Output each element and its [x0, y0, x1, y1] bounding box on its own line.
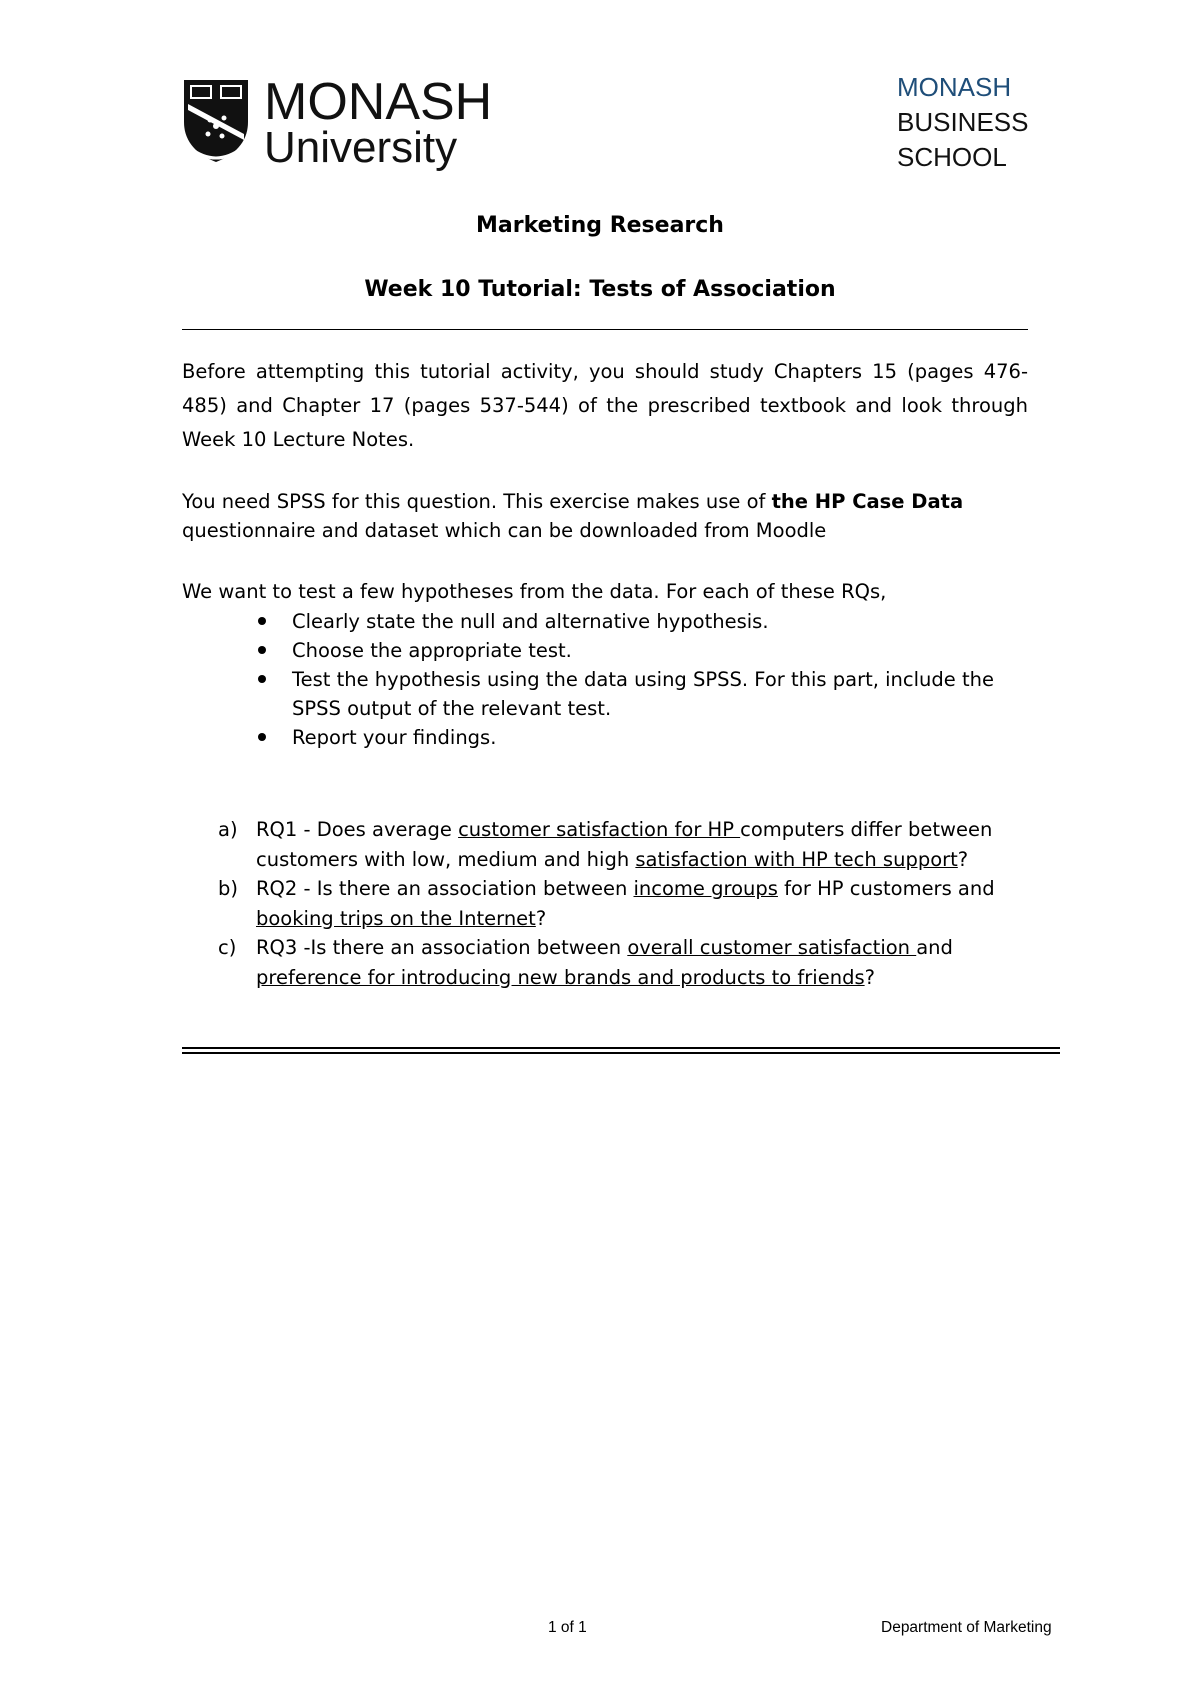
bullet-text: Choose the appropriate test.: [292, 639, 572, 662]
rq-text: ?: [864, 965, 875, 989]
spss-paragraph: [182, 487, 1028, 545]
rq-text: and: [916, 936, 953, 959]
rq-variable: satisfaction with HP tech support: [635, 847, 958, 871]
logo-monash-text: MONASH: [264, 73, 493, 131]
bullet-icon: [258, 617, 266, 625]
research-questions: [218, 815, 1018, 992]
rq-variable: preference for introducing new brands and products to friends: [256, 965, 865, 989]
research-question-b: [218, 874, 1018, 933]
title-divider: [182, 329, 1028, 330]
spss-text-before: You need SPSS for this question. This exercise makes use of: [182, 490, 772, 513]
department-name: Department of Marketing: [881, 1619, 1052, 1636]
rq-variable: booking trips on the Internet: [256, 906, 536, 930]
list-item: [258, 636, 1018, 665]
rq-text: computers differ between customers with low, medium and high: [256, 818, 993, 871]
rq-variable: income groups: [633, 877, 778, 900]
list-item: [258, 723, 1018, 752]
monash-university-logo: [182, 73, 493, 172]
rq-variable: customer satisfaction for HP: [458, 818, 741, 841]
monash-crest-icon: [182, 76, 250, 164]
instruction-list: [258, 607, 1018, 752]
bullet-text: Report your findings.: [292, 726, 497, 749]
rq-text: RQ1 - Does average: [256, 818, 459, 841]
school-line-business: BUSINESS: [897, 107, 1029, 137]
business-school-logo: [897, 70, 1029, 175]
tutorial-title: Week 10 Tutorial: Tests of Association: [364, 277, 836, 302]
intro-paragraph: Before attempting this tutorial activity, you should study Chapters 15 (pages 476-485) and Chapter 17 (pages 537-544) of the prescribed textbook and look through Week 10 Lecture Notes.: [182, 360, 1028, 451]
rq-text: RQ3 -Is there an association between: [256, 936, 628, 959]
instructions-lead: We want to test a few hypotheses from the data. For each of these RQs,: [182, 580, 887, 603]
school-line-school: SCHOOL: [897, 142, 1007, 172]
monash-wordmark: [264, 73, 493, 172]
rq-label: a): [218, 818, 238, 841]
logo-university-text: University: [264, 123, 458, 172]
bullet-icon: [258, 675, 266, 683]
rq-text: ?: [957, 847, 969, 871]
page-number: 1 of 1: [548, 1619, 587, 1636]
bullet-text: Test the hypothesis using the data using SPSS. For this part, include the SPSS output of the relevant test.: [292, 668, 994, 720]
rq-label: b): [218, 877, 238, 900]
research-question-a: [218, 815, 1018, 874]
research-question-c: [218, 933, 1018, 992]
rq-variable: overall customer satisfaction: [627, 936, 917, 959]
section-end-divider: [182, 1047, 1060, 1054]
list-item: [258, 607, 1018, 636]
school-line-monash: MONASH: [897, 72, 1012, 102]
bullet-icon: [258, 646, 266, 654]
course-title: Marketing Research: [476, 213, 724, 238]
rq-text: ?: [535, 906, 547, 930]
rq-label: c): [218, 936, 237, 959]
bullet-text: Clearly state the null and alternative hypothesis.: [292, 610, 769, 633]
list-item: [258, 665, 1018, 723]
rq-text: for HP customers and: [777, 877, 995, 900]
spss-text-after: questionnaire and dataset which can be downloaded from Moodle: [182, 519, 827, 542]
rq-text: RQ2 - Is there an association between: [256, 877, 634, 900]
spss-dataset-name: the HP Case Data: [771, 490, 964, 513]
bullet-icon: [258, 733, 266, 741]
